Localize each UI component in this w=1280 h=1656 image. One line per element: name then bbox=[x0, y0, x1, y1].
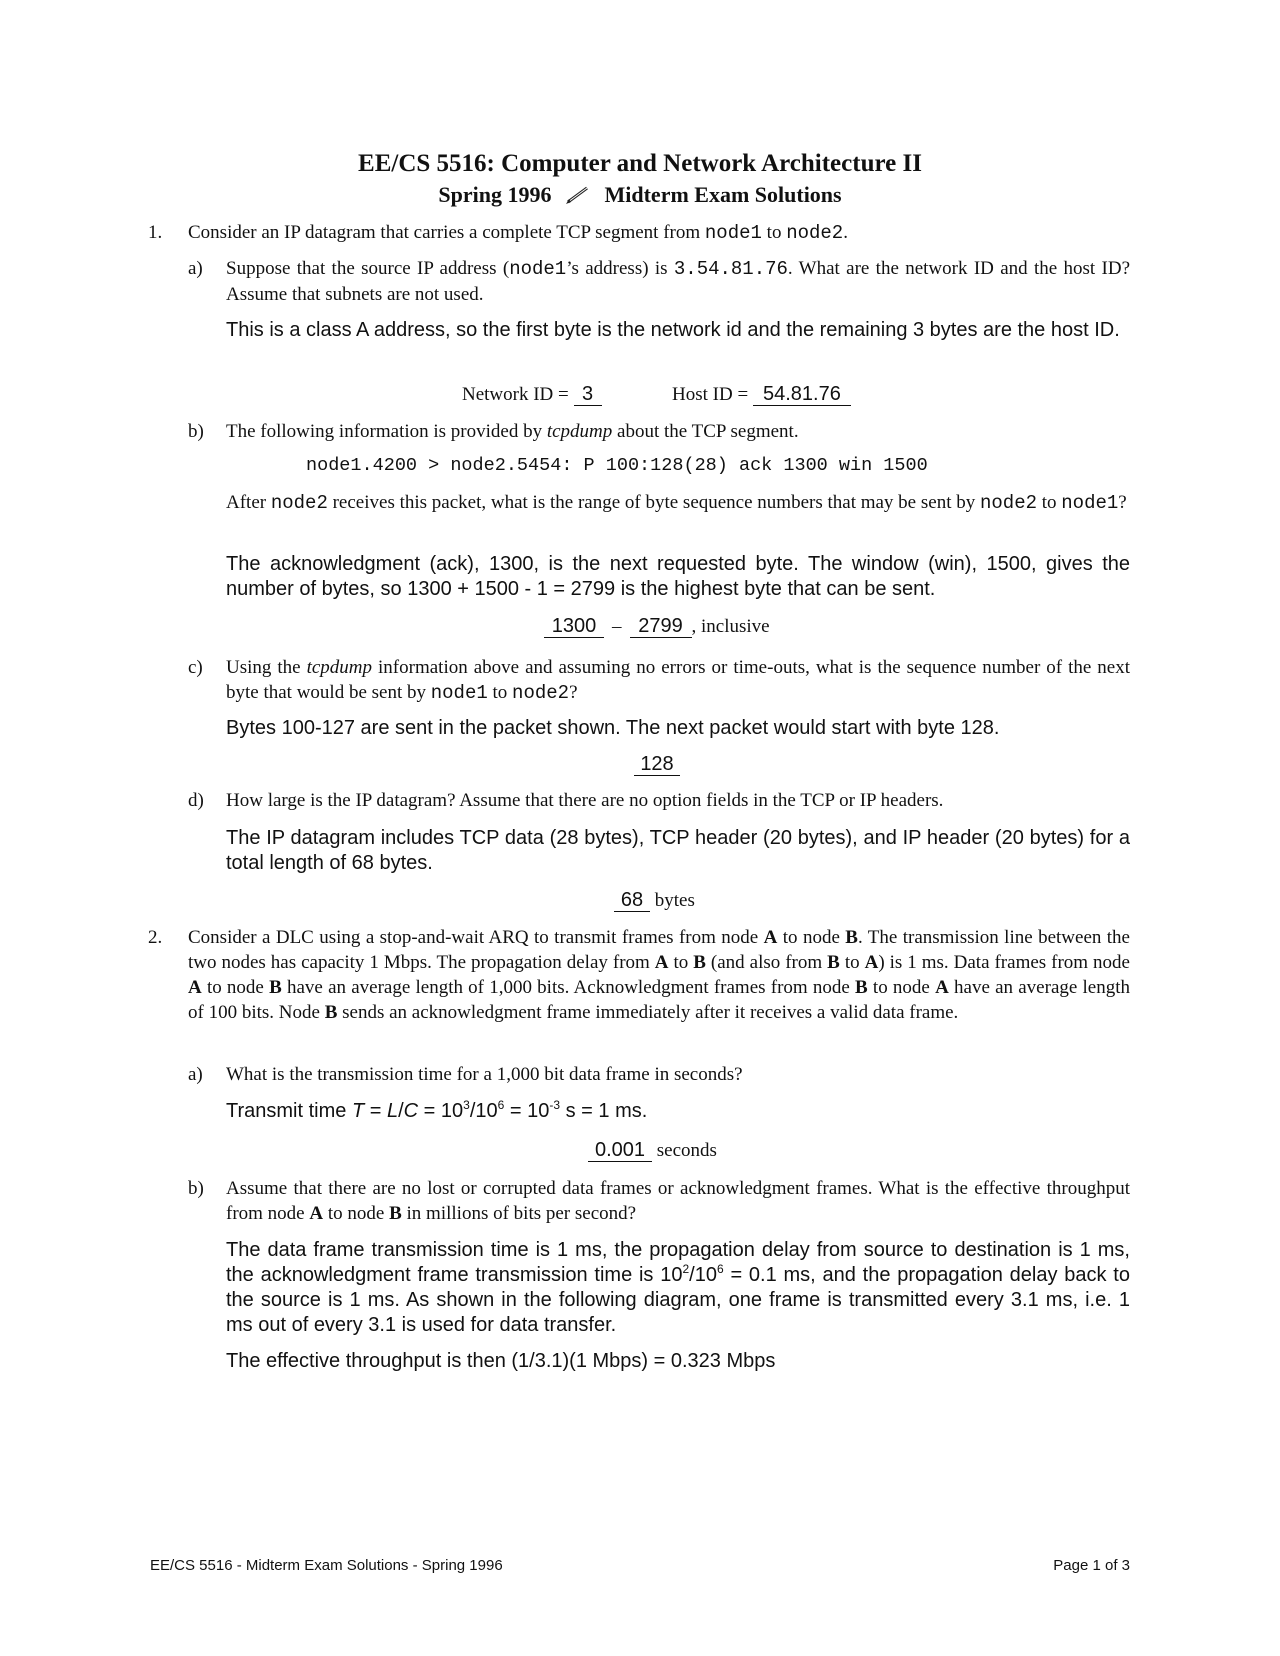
q1a-host-id bbox=[672, 382, 851, 407]
q1c-code: node2 bbox=[512, 682, 570, 704]
q1b-answer: The acknowledgment (ack), 1300, is the next requested byte. The window (win), 1500, gives the number of bytes, so 1300 + 1500 - 1 = 2799 is the highest byte that can be sent. bbox=[226, 553, 1130, 600]
q2b-label: b) bbox=[188, 1178, 204, 1199]
q1a-network-id bbox=[462, 382, 602, 407]
q1b-q-code: node2 bbox=[979, 492, 1037, 514]
footer-page-number: Page 1 of 3 bbox=[1053, 1557, 1130, 1574]
text-run: to bbox=[668, 952, 694, 973]
q1b-q-part: receives this packet, what is the range of byte sequence numbers that may be sent by bbox=[327, 492, 980, 513]
q1-text-part: to bbox=[761, 222, 787, 243]
q1c-value-wrap bbox=[634, 753, 680, 776]
range-low-value: 1300 bbox=[544, 615, 604, 638]
q1a-text-part: ’s address) is bbox=[566, 258, 674, 279]
q1-text-part: . bbox=[843, 222, 848, 243]
q2a-ans-part: s = 1 ms. bbox=[560, 1100, 648, 1122]
q2a-ans-part: = 10 bbox=[504, 1100, 550, 1122]
text-run: = 0.1 ms, and the propagation delay back to the source is 1 ms. As shown in the following diagram, one frame is transmitted every 3.1 ms, i.e. 1 ms out of every 3.1 is used for data transfer. bbox=[226, 1264, 1130, 1336]
datagram-size-unit: bytes bbox=[650, 890, 695, 911]
tcpdump-line: node1.4200 > node2.5454: P 100:128(28) ack 1300 win 1500 bbox=[306, 455, 928, 476]
range-suffix: , inclusive bbox=[691, 616, 770, 637]
q2a-text: What is the transmission time for a 1,000 bit data frame in seconds? bbox=[226, 1064, 743, 1085]
node-label: A bbox=[763, 927, 778, 948]
q1b-q-part: to bbox=[1037, 492, 1062, 513]
q1a-text bbox=[226, 256, 1130, 307]
pencil-icon bbox=[565, 185, 591, 205]
q2a-value-wrap bbox=[588, 1138, 717, 1163]
q2a-ans-part: Transmit time bbox=[226, 1100, 352, 1122]
q2-text bbox=[188, 925, 1130, 1025]
node-label: A bbox=[309, 1203, 324, 1224]
q1b-q-code: node2 bbox=[270, 492, 328, 514]
q1a-text-part: . What are the network ID and the host ID? Assume that subnets are not used. bbox=[226, 258, 1131, 305]
q1a-label: a) bbox=[188, 258, 203, 279]
text-run: to node bbox=[323, 1203, 390, 1224]
q1a-ip-address: 3.54.81.76 bbox=[673, 258, 788, 280]
q1a-text-part: Suppose that the source IP address ( bbox=[226, 258, 510, 279]
q2b-answer-throughput: The effective throughput is then (1/3.1)(1 Mbps) = 0.323 Mbps bbox=[226, 1350, 776, 1372]
text-run: have an average length of 100 bits. Node bbox=[188, 977, 1131, 1023]
q1c-answer: Bytes 100-127 are sent in the packet shown. The next packet would start with byte 128. bbox=[226, 717, 1000, 739]
q1d-label: d) bbox=[188, 790, 204, 811]
transmission-time-value: 0.001 bbox=[588, 1139, 652, 1162]
q2a-exp: 3 bbox=[463, 1098, 470, 1112]
range-high-value: 2799 bbox=[630, 615, 692, 638]
q1b-q-part: After bbox=[226, 492, 271, 513]
q1d-value-wrap bbox=[614, 888, 695, 913]
text-run: in millions of bits per second? bbox=[401, 1203, 637, 1224]
q2b-answer bbox=[226, 1238, 1130, 1338]
node-label: B bbox=[389, 1203, 402, 1224]
q1a-answer: This is a class A address, so the first byte is the network id and the remaining 3 bytes are the host ID. bbox=[226, 319, 1120, 341]
node-label: B bbox=[855, 977, 868, 998]
next-seq-value: 128 bbox=[634, 753, 680, 776]
text-run: to node bbox=[867, 977, 936, 998]
text-run: sends an acknowledgment frame immediately after it receives a valid data frame. bbox=[337, 1002, 959, 1023]
page-title: EE/CS 5516: Computer and Network Architecture II bbox=[358, 150, 922, 177]
q2a-exp: 6 bbox=[497, 1098, 505, 1112]
q1c-text-part: Using the bbox=[226, 657, 307, 678]
node-label: A bbox=[864, 952, 879, 973]
q1c-code: node1 bbox=[430, 682, 488, 704]
q1b-range bbox=[544, 614, 770, 639]
node-label: A bbox=[188, 977, 202, 998]
q1b-text-part: The following information is provided by bbox=[226, 421, 547, 442]
node-label: B bbox=[269, 977, 282, 998]
text-run: (and also from bbox=[705, 952, 828, 973]
node-label: A bbox=[654, 952, 669, 973]
q1c-text-part: to bbox=[487, 682, 513, 703]
q1d-answer: The IP datagram includes TCP data (28 bytes), TCP header (20 bytes), and IP header (20 bytes) for a total length of 68 bytes. bbox=[226, 827, 1130, 874]
node-label: B bbox=[845, 927, 858, 948]
q1c-label: c) bbox=[188, 657, 203, 678]
text-run: to node bbox=[777, 927, 846, 948]
q1a-code: node1 bbox=[509, 258, 567, 280]
exponent: 2 bbox=[682, 1262, 690, 1276]
q2a-ans-part: / bbox=[398, 1100, 404, 1122]
q1b-q-part: ? bbox=[1118, 492, 1127, 513]
q2a-label: a) bbox=[188, 1064, 203, 1085]
q1-node2: node2 bbox=[786, 222, 844, 244]
var-L: L bbox=[386, 1100, 399, 1122]
q2b-text bbox=[226, 1176, 1130, 1226]
page-subtitle bbox=[0, 182, 1280, 208]
q2a-ans-part: = 10 bbox=[418, 1100, 464, 1122]
q1c-text-part: ? bbox=[569, 682, 578, 703]
q2a-ans-part: = bbox=[364, 1100, 387, 1122]
q1-node1: node1 bbox=[704, 222, 762, 244]
node-label: B bbox=[693, 952, 706, 973]
q1b-tool: tcpdump bbox=[546, 421, 613, 442]
q1-number: 1. bbox=[148, 222, 163, 243]
text-run: ) is 1 ms. Data frames from node bbox=[878, 952, 1130, 973]
node-label: A bbox=[935, 977, 949, 998]
q1-text-part: Consider an IP datagram that carries a complete TCP segment from bbox=[188, 222, 705, 243]
q2a-answer bbox=[226, 1099, 1130, 1124]
text-run: Assume that there are no lost or corrupted data frames or acknowledgment frames. What is the effective throughput from node bbox=[226, 1178, 1130, 1224]
node-label: B bbox=[324, 1002, 338, 1023]
q1c-tool: tcpdump bbox=[306, 657, 373, 678]
text-run: have an average length of 1,000 bits. Acknowledgment frames from node bbox=[281, 977, 856, 998]
q1b-text bbox=[226, 419, 1130, 444]
q1b-text-part: about the TCP segment. bbox=[612, 421, 799, 442]
host-id-value: 54.81.76 bbox=[753, 383, 851, 406]
subtitle-term: Spring 1996 bbox=[438, 182, 552, 207]
range-dash: – bbox=[612, 616, 622, 637]
q1-text bbox=[188, 220, 1138, 246]
q1b-q-code: node1 bbox=[1061, 492, 1119, 514]
transmission-time-unit: seconds bbox=[652, 1140, 717, 1161]
q1c-text-part: information above and assuming no errors or time-outs, what is the sequence number of the next byte that would be sent by bbox=[226, 657, 1131, 703]
text-run: to bbox=[839, 952, 865, 973]
datagram-size-value: 68 bbox=[614, 889, 650, 912]
var-C: C bbox=[403, 1100, 419, 1122]
exponent: 6 bbox=[716, 1262, 724, 1276]
host-id-label: Host ID = bbox=[672, 384, 753, 405]
network-id-value: 3 bbox=[574, 383, 602, 406]
q1c-text bbox=[226, 655, 1130, 706]
q1b-label: b) bbox=[188, 421, 204, 442]
q2-number: 2. bbox=[148, 927, 163, 948]
text-run: . The transmission line between the two nodes has capacity 1 Mbps. The propagation delay from bbox=[188, 927, 1130, 973]
q1b-question bbox=[226, 490, 1130, 516]
node-label: B bbox=[827, 952, 840, 973]
q2a-ans-part: /10 bbox=[469, 1100, 498, 1122]
q1d-text: How large is the IP datagram? Assume that there are no option fields in the TCP or IP headers. bbox=[226, 790, 944, 811]
footer-left: EE/CS 5516 - Midterm Exam Solutions - Spring 1996 bbox=[150, 1557, 503, 1574]
text-run: Consider a DLC using a stop-and-wait ARQ to transmit frames from node bbox=[188, 927, 764, 948]
q2a-exp: -3 bbox=[549, 1098, 561, 1112]
text-run: to node bbox=[201, 977, 270, 998]
text-run: /10 bbox=[689, 1264, 717, 1286]
var-T: T bbox=[351, 1100, 365, 1122]
subtitle-doc: Midterm Exam Solutions bbox=[604, 182, 842, 207]
network-id-label: Network ID = bbox=[462, 384, 574, 405]
text-run: The data frame transmission time is 1 ms, the propagation delay from source to destination is 1 ms, the acknowledgment frame transmission time is 10 bbox=[226, 1239, 1130, 1286]
